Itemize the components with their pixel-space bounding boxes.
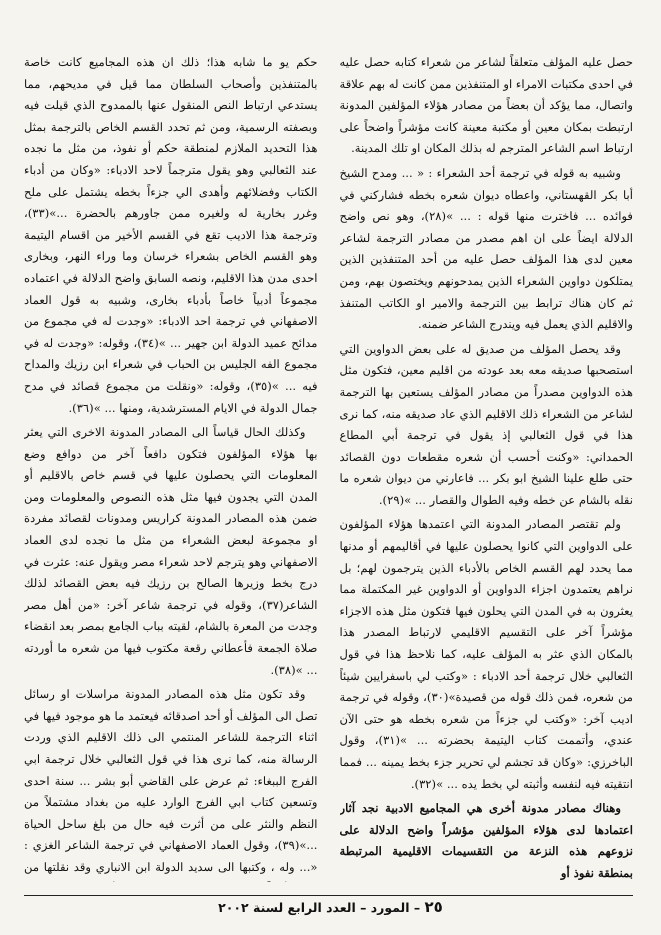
paragraph: وقد تكون مثل هذه المصادر المدونة مراسلات او رسائل تصل الى المؤلف أو أحد اصدقائه فيعتمد ما هو موجود فيها في اثناء الترجمة للشاعر المنتمي الى ذلك الاقليم الذي وردت الرسالة منه، كما نرى هذا في قول الثعالبي خلال ترجمة ابي الفرج الببغاء: ثم عرض على القاضي أبو بشر ... سنة احدى وتسعين كتاب ابي الفرج الوارد عليه من بغداد مشتملاً من النظم والنثر على من أثرت فيه حال من بلغ ساحل الحياة ...»(٣٩)، وقول العماد الاصفهاني في ترجمة الشاعر الغزي : «... وله ، وكتبها الى سديد الدولة ابن الانباري وقد نقلتها من xyxy=(24,687,318,874)
page-number: ٢٥ xyxy=(424,898,443,916)
paragraph: وقد يحصل المؤلف من صديق له على بعض الدواوين التي استصحبها صديقه معه بعد عودته من اقليم معين، فتكون مثل هذه الدواوين مصدراً من مصادر المؤلف يستعين بها الترجمة لشاعر من الشعراء ذلك الاقليم الذي عاد صديقه منه، كما نرى هذا في قول الثعالبي إذ يقول في ترجمة أبي المطاع الحمداني: «وكنت أحسب أن شعره مقطعات دون القصائد حتى طلع علينا الشيخ ابو بكر ... فاعارني من ديوان شعره ما نقله بالشام عن خطه وفيه الطوال والقصار ... »(٢٩). xyxy=(339,341,633,507)
paragraph-bold: وهناك مصادر مدونة أخرى هي المجاميع الادبية نجد آثار اعتمادها لدى هؤلاء المؤلفين مؤشراً واضح الدلالة على نزوعهم هذه النزعة من التقسيمات الاقليمية المرتبطة بمنطقة نفوذ أو xyxy=(339,801,633,880)
paragraph: ولم تقتصر المصادر المدونة التي اعتمدها هؤلاء المؤلفون على الدواوين التي كانوا يحصلون عليها في أقاليمهم أو مدنها مما يحدد لهم القسم الخاص بالأدباء الذين يترجمون لهم؛ بل نراهم يعتمدون اجزاء الدواوين أو الدواوين غير المكتملة مما يعثرون به في المدن التي يحلون فيها فتكون مثل هذه الاجزاء مؤشراً آخر على التقسيم الاقليمي لارتباط المصدر هذا بالمكان الذي عثر به المؤلف عليه، كما نلاحظ هذا في قول الثعالبي خلال ترجمة أحد الادباء : «وكتب لي باسفرايين شيئاً من شعره، فمن ذلك قوله من قصيدة»(٣٠)، وقوله في ترجمة اديب آخر: «وكتب لي جزءاً من شعره بخطه هو حتى الآن عندي، وأتممت كتاب اليتيمة بحضرته ... »(٣١)، وقول الباخرزي: «وكان قد تجشم لي تحرير جزء بخط يمينه ... فمما انتقيته فيه لنفسه وأثبته لي بخط يده ... »(٣٢). xyxy=(339,517,633,791)
footer-separator: – xyxy=(413,900,421,915)
footer-divider xyxy=(24,895,633,896)
left-column xyxy=(24,52,318,882)
paragraph: حكم يو ما شابه هذا؛ ذلك ان هذه المجاميع كانت خاصة بالمتنفذين وأصحاب السلطان مما قيل في مديحهم، مما يستدعي ارتباط النص المنقول عنها بالممدوح الذي قيلت فيه وبصفته الرسمية، ومن ثم تحدد القسم الخاص بالترجمة بمثل هذا التحديد الملازم لمنطقة حكم أو نفوذ، من مثل ما نجده عند الثعالبي وهو يقول مترجماً لاحد الادباء: «وكان من أدباء الكتاب وفضلائهم وأهدى الي جزءاً بخطه يشتمل على ملح وغرر بخارية له ولغيره ممن جاورهم بالحضرة ...»(٣٣)، وترجمة هذا الاديب تقع في القسم الأخير من اقسام اليتيمة وهو القسم الخاص بشعراء خرسان وما وراء النهر، وبخارى احدى مدن هذا الاقليم، ونصه السابق واضح الدلالة في اعتماده مجموعاً أدبياً خاصاً بأدباء بخارى، وشبيه به قول العماد الاصفهاني في ترجمة احد الادباء: «وجدت له في مجموع من مدائح عميد الدولة ابن جهير ... »(٣٤)، وقوله: «وجدت له في مجموع الفه الجليس بن الحباب في شعراء ابن رزيك والمداح فيه ... »(٣٥)، وقوله: «ونقلت من مجموع قصائد في مدح جمال الدولة في الايام المسترشدية، ومنها ... »(٣٦). xyxy=(24,55,318,415)
paragraph: حصل عليه المؤلف متعلقاً لشاعر من شعراء كتابه حصل عليه في احدى مكتبات الامراء او المتنفذين ممن كانت له بهم علاقة واتصال، مما يؤكد أن بعضاً من مصادر هؤلاء المؤلفين المدونة ارتبطت بمكان معين أو مكتبة معينة كانت مؤشراً واضحاً على ارتباط اسم الشاعر المترجم له بذلك المكان او تلك المدينة. xyxy=(339,55,633,156)
paragraph: وشبيه به قوله في ترجمة أحد الشعراء : « ... ومدح الشيخ أبا بكر القهستاني، واعطاه ديوان شعره بخطه فشاركني في فوائده ... فاخترت منها قوله : ... »(٢٨)، وهو نص واضح الدلالة ايضاً على ان اهم مصدر من مصادر الترجمة لشاعر معين لدى هذا المؤلف حصل عليه من أحد المتنفذين الذين يمتلكون دواوين الشعراء الذين يمدحونهم ويختصون بهم، ومن ثم كان هناك ترابط بين الترجمة والامير او الكاتب المتنفذ والاقليم الذي يعمل فيه ويندرج الشاعر ضمنه. xyxy=(339,165,633,332)
paragraph: وكذلك الحال قياساً الى المصادر المدونة الاخرى التي يعثر بها هؤلاء المؤلفون فتكون دافعاً آخر من دوافع وضع المعلومات التي يحصلون عليها في قسم خاص بالاقليم أو المدن التي يجدون فيها مثل هذه النصوص والمعلومات ومن ضمن هذه المصادر المدونة كراريس ومدونات لقصائد مفردة او مجموعة لبعض الشعراء من مثل ما نجده لدى العماد الاصفهاني وهو يترجم لاحد شعراء مصر ويقول عنه: عثرت في درج بخط وزيرها الصالح بن رزيك فيه بعض القصائد لذلك الشاعر(٣٧)، وقوله في ترجمة شاعر آخر: «من أهل مصر وجدت من المعرة بالشام، لقيته بباب الجامع بمصر بعد انقضاء صلاة الجمعة فأعطاني رقعة مكتوب فيها من شعره ما أوردته ... »(٣٨). xyxy=(24,425,318,677)
right-column xyxy=(340,52,634,882)
page-footer xyxy=(0,898,661,916)
text-columns xyxy=(24,52,633,882)
journal-issue: المورد – العدد الرابع لسنة ٢٠٠٢ xyxy=(218,900,410,915)
